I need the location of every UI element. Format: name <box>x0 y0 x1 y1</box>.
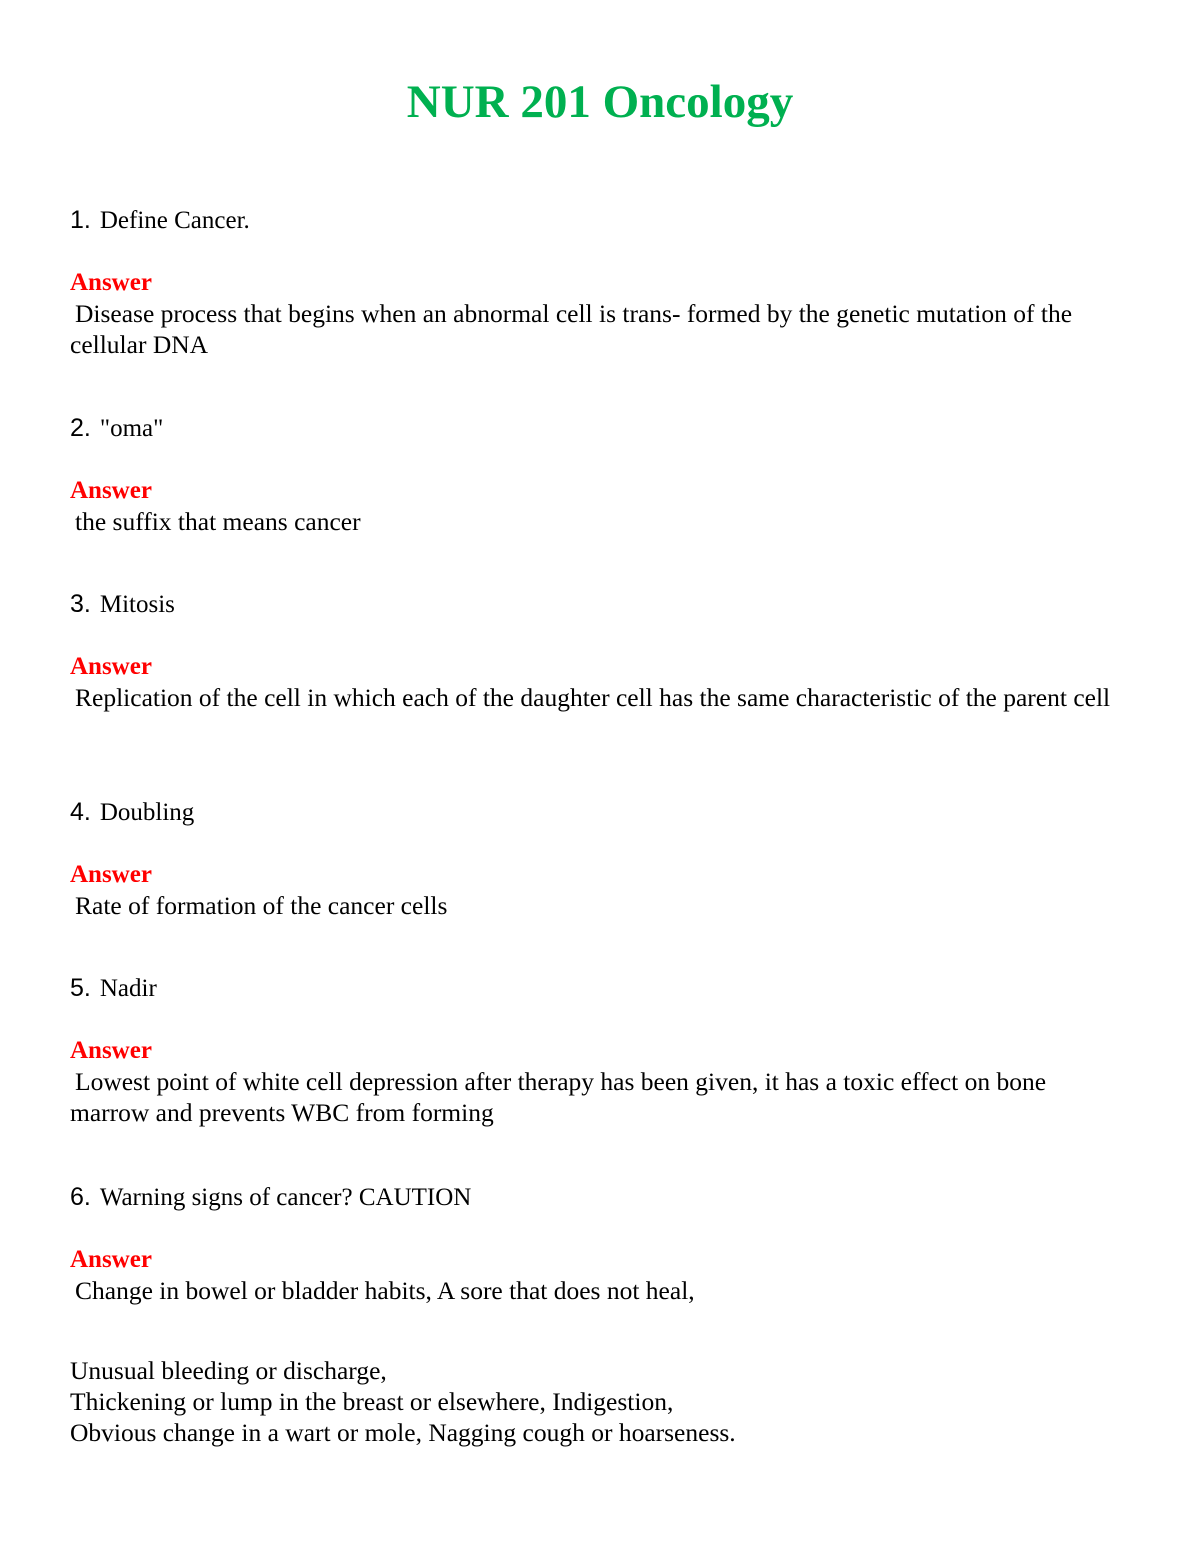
question: 2. "oma" <box>70 414 164 442</box>
answer-continuation <box>70 1355 1130 1448</box>
continuation-line: Thickening or lump in the breast or elsewhere, Indigestion, <box>70 1387 674 1416</box>
question-number: 2 <box>70 414 84 442</box>
question-number: 1 <box>70 206 84 234</box>
question-text: Warning signs of cancer? CAUTION <box>99 1184 472 1211</box>
answer-label: Answer <box>70 653 152 680</box>
answer-text: the suffix that means cancer <box>75 507 361 536</box>
qa-item-5 <box>70 972 1130 1128</box>
question: 1. Define Cancer. <box>70 206 250 234</box>
question: 3. Mitosis <box>70 590 175 618</box>
question-number: 6 <box>70 1183 84 1211</box>
question-text: Nadir <box>99 975 157 1002</box>
question-text: Define Cancer. <box>99 207 250 234</box>
qa-item-4 <box>70 796 1130 921</box>
question-text: Doubling <box>99 799 195 826</box>
answer-text: Replication of the cell in which each of the daughter cell has the same characteristic of the parent cell <box>75 683 1111 712</box>
question: 4. Doubling <box>70 798 195 826</box>
answer-text: Disease process that begins when an abnormal cell is trans- formed by the genetic mutation of the cellular DNA <box>70 299 1073 359</box>
qa-item-2 <box>70 412 1130 537</box>
answer-label: Answer <box>70 477 152 504</box>
question: 5. Nadir <box>70 974 157 1002</box>
answer-text: Rate of formation of the cancer cells <box>75 891 448 920</box>
question-number: 3 <box>70 590 84 618</box>
continuation-line: Unusual bleeding or discharge, <box>70 1356 387 1385</box>
answer-label: Answer <box>70 1246 152 1273</box>
question-text: Mitosis <box>99 591 175 618</box>
question-number: 4 <box>70 798 84 826</box>
question: 6. Warning signs of cancer? CAUTION <box>70 1183 472 1211</box>
question-number: 5 <box>70 974 84 1002</box>
page-title: NUR 201 Oncology <box>406 76 794 128</box>
question-text: "oma" <box>99 415 164 442</box>
answer-text: Lowest point of white cell depression after therapy has been given, it has a toxic effect on bone marrow and prevents WBC from forming <box>70 1067 1047 1127</box>
qa-item-1 <box>70 204 1130 360</box>
qa-item-6 <box>70 1181 1130 1306</box>
answer-label: Answer <box>70 1037 152 1064</box>
answer-text: Change in bowel or bladder habits, A sore that does not heal, <box>75 1276 695 1305</box>
answer-label: Answer <box>70 269 152 296</box>
continuation-line: Obvious change in a wart or mole, Nagging cough or hoarseness. <box>70 1418 736 1447</box>
qa-item-3 <box>70 588 1130 713</box>
answer-label: Answer <box>70 861 152 888</box>
